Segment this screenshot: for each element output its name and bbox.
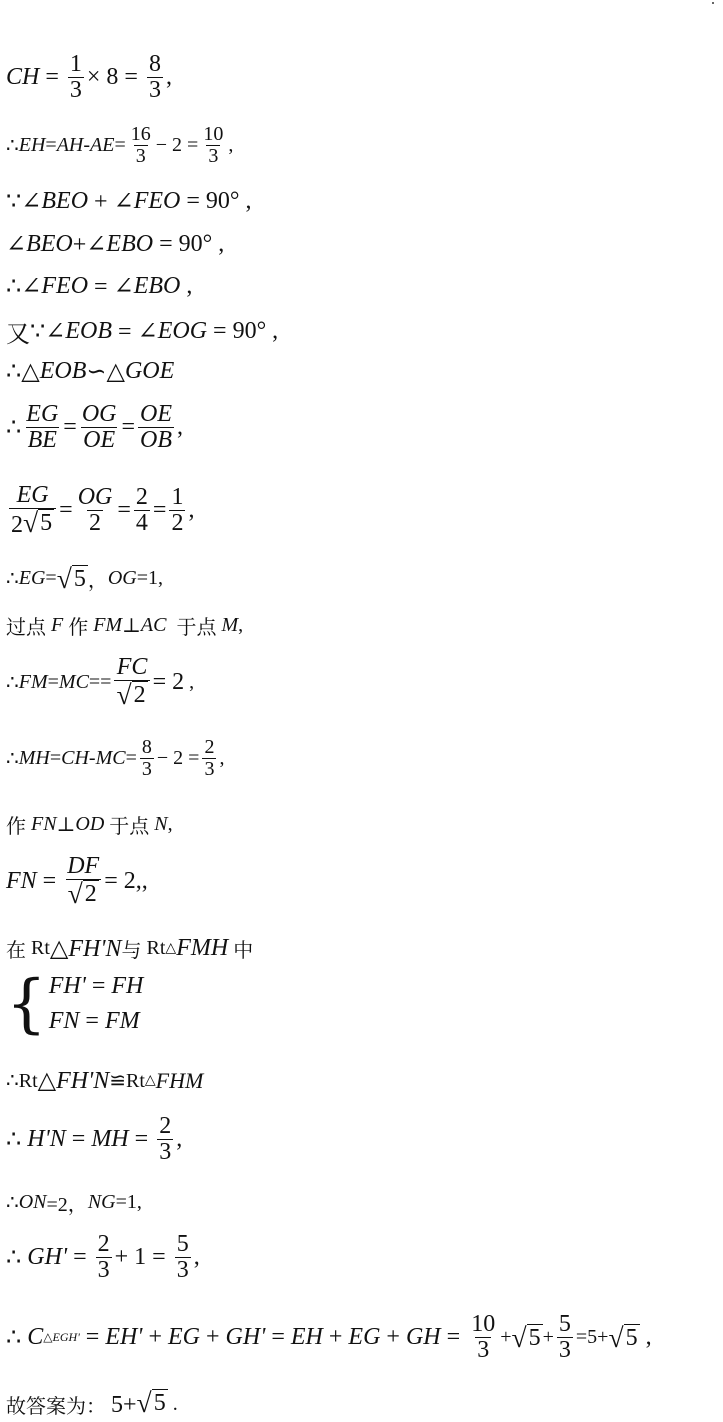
line-8: ∴ $\frac{EG}{BE}$ = $\frac{OG}{OE}$ = $\frac{OE}{OB}$ , — [6, 401, 184, 454]
line-7: ∴△ EOB ∽△ GOE — [6, 358, 175, 385]
line-4: ∠ BEO +∠ EBO = 90° , — [6, 231, 225, 258]
line-6: 又 ∵∠ EOB = ∠ EOG = 90° , — [6, 314, 278, 349]
line-2: ∴ EH = AH - AE = $\frac{16}{3}$ − 2 = $\frac{10}{3}$ , — [6, 123, 234, 167]
line-19: ∴ H'N = MH = $\frac{2}{3}$ , — [6, 1113, 183, 1166]
text-yu: 与 — [121, 940, 142, 962]
text-you: 又 — [6, 322, 30, 348]
line-5: ∴∠ FEO = ∠ EBO , — [6, 273, 193, 300]
text-zhong: 中 — [233, 940, 254, 962]
line-20: ∴ ON =2， NG =1, — [6, 1191, 142, 1216]
line-9: EG 2 √ 5 = $\frac{OG}{2}$ = $\frac{2}{4}$ = $\frac{1}{2}$ , — [11, 482, 195, 539]
text-answer: 故答案为： — [6, 1395, 106, 1418]
text-zai: 在 — [6, 940, 26, 962]
line-10: ∴ EG = √ 5 ， OG =1, — [6, 562, 164, 594]
line-11: 过点 F 作 FM ⊥ AC 于点 M , — [6, 611, 243, 640]
line-1: CH = $\frac{1}{3}$ × 8 = $\frac{8}{3}$ , — [6, 51, 172, 104]
line-14: 作 FN ⊥ OD 于点 N , — [6, 810, 173, 839]
line-21: ∴ GH' = $\frac{2}{3}$ + 1 = $\frac{5}{3}$ , — [6, 1231, 200, 1284]
line-15: FN = DF √ 2 = 2,, — [6, 853, 148, 910]
text-zuo-2: 作 — [6, 816, 26, 838]
text-zuo: 作 — [68, 617, 89, 639]
line-3: ∵∠ BEO + ∠ FEO = 90° , — [6, 188, 252, 215]
line-12: ∴ FM = MC == FC √ 2 = 2 , — [6, 654, 195, 711]
line-16: 在 Rt △FH'N 与 Rt △ FMH 中 — [6, 935, 254, 962]
text-guodian: 过点 — [6, 617, 46, 639]
line-22: ∴ C △EGH' = EH' + EG + GH' = EH + EG + GH = $\frac{10}{3}$ + √ 5 + $\frac{5}{3}$ =5+ √ 5 , — [6, 1311, 652, 1364]
line-13: ∴ MH = CH - MC = $\frac{8}{3}$ − 2 = $\frac{2}{3}$ , — [6, 736, 225, 780]
corner-dot — [712, 2, 714, 4]
text-yudian: 于点 — [176, 617, 217, 639]
line-23-answer: 故答案为： 5+ √ 5 . — [6, 1387, 178, 1418]
text-yudian-2: 于点 — [109, 816, 150, 838]
line-17-system: { FH' = FH FN = FM — [6, 967, 144, 1041]
line-18: ∴Rt △FH'N ≌Rt △ FHM — [6, 1067, 204, 1094]
